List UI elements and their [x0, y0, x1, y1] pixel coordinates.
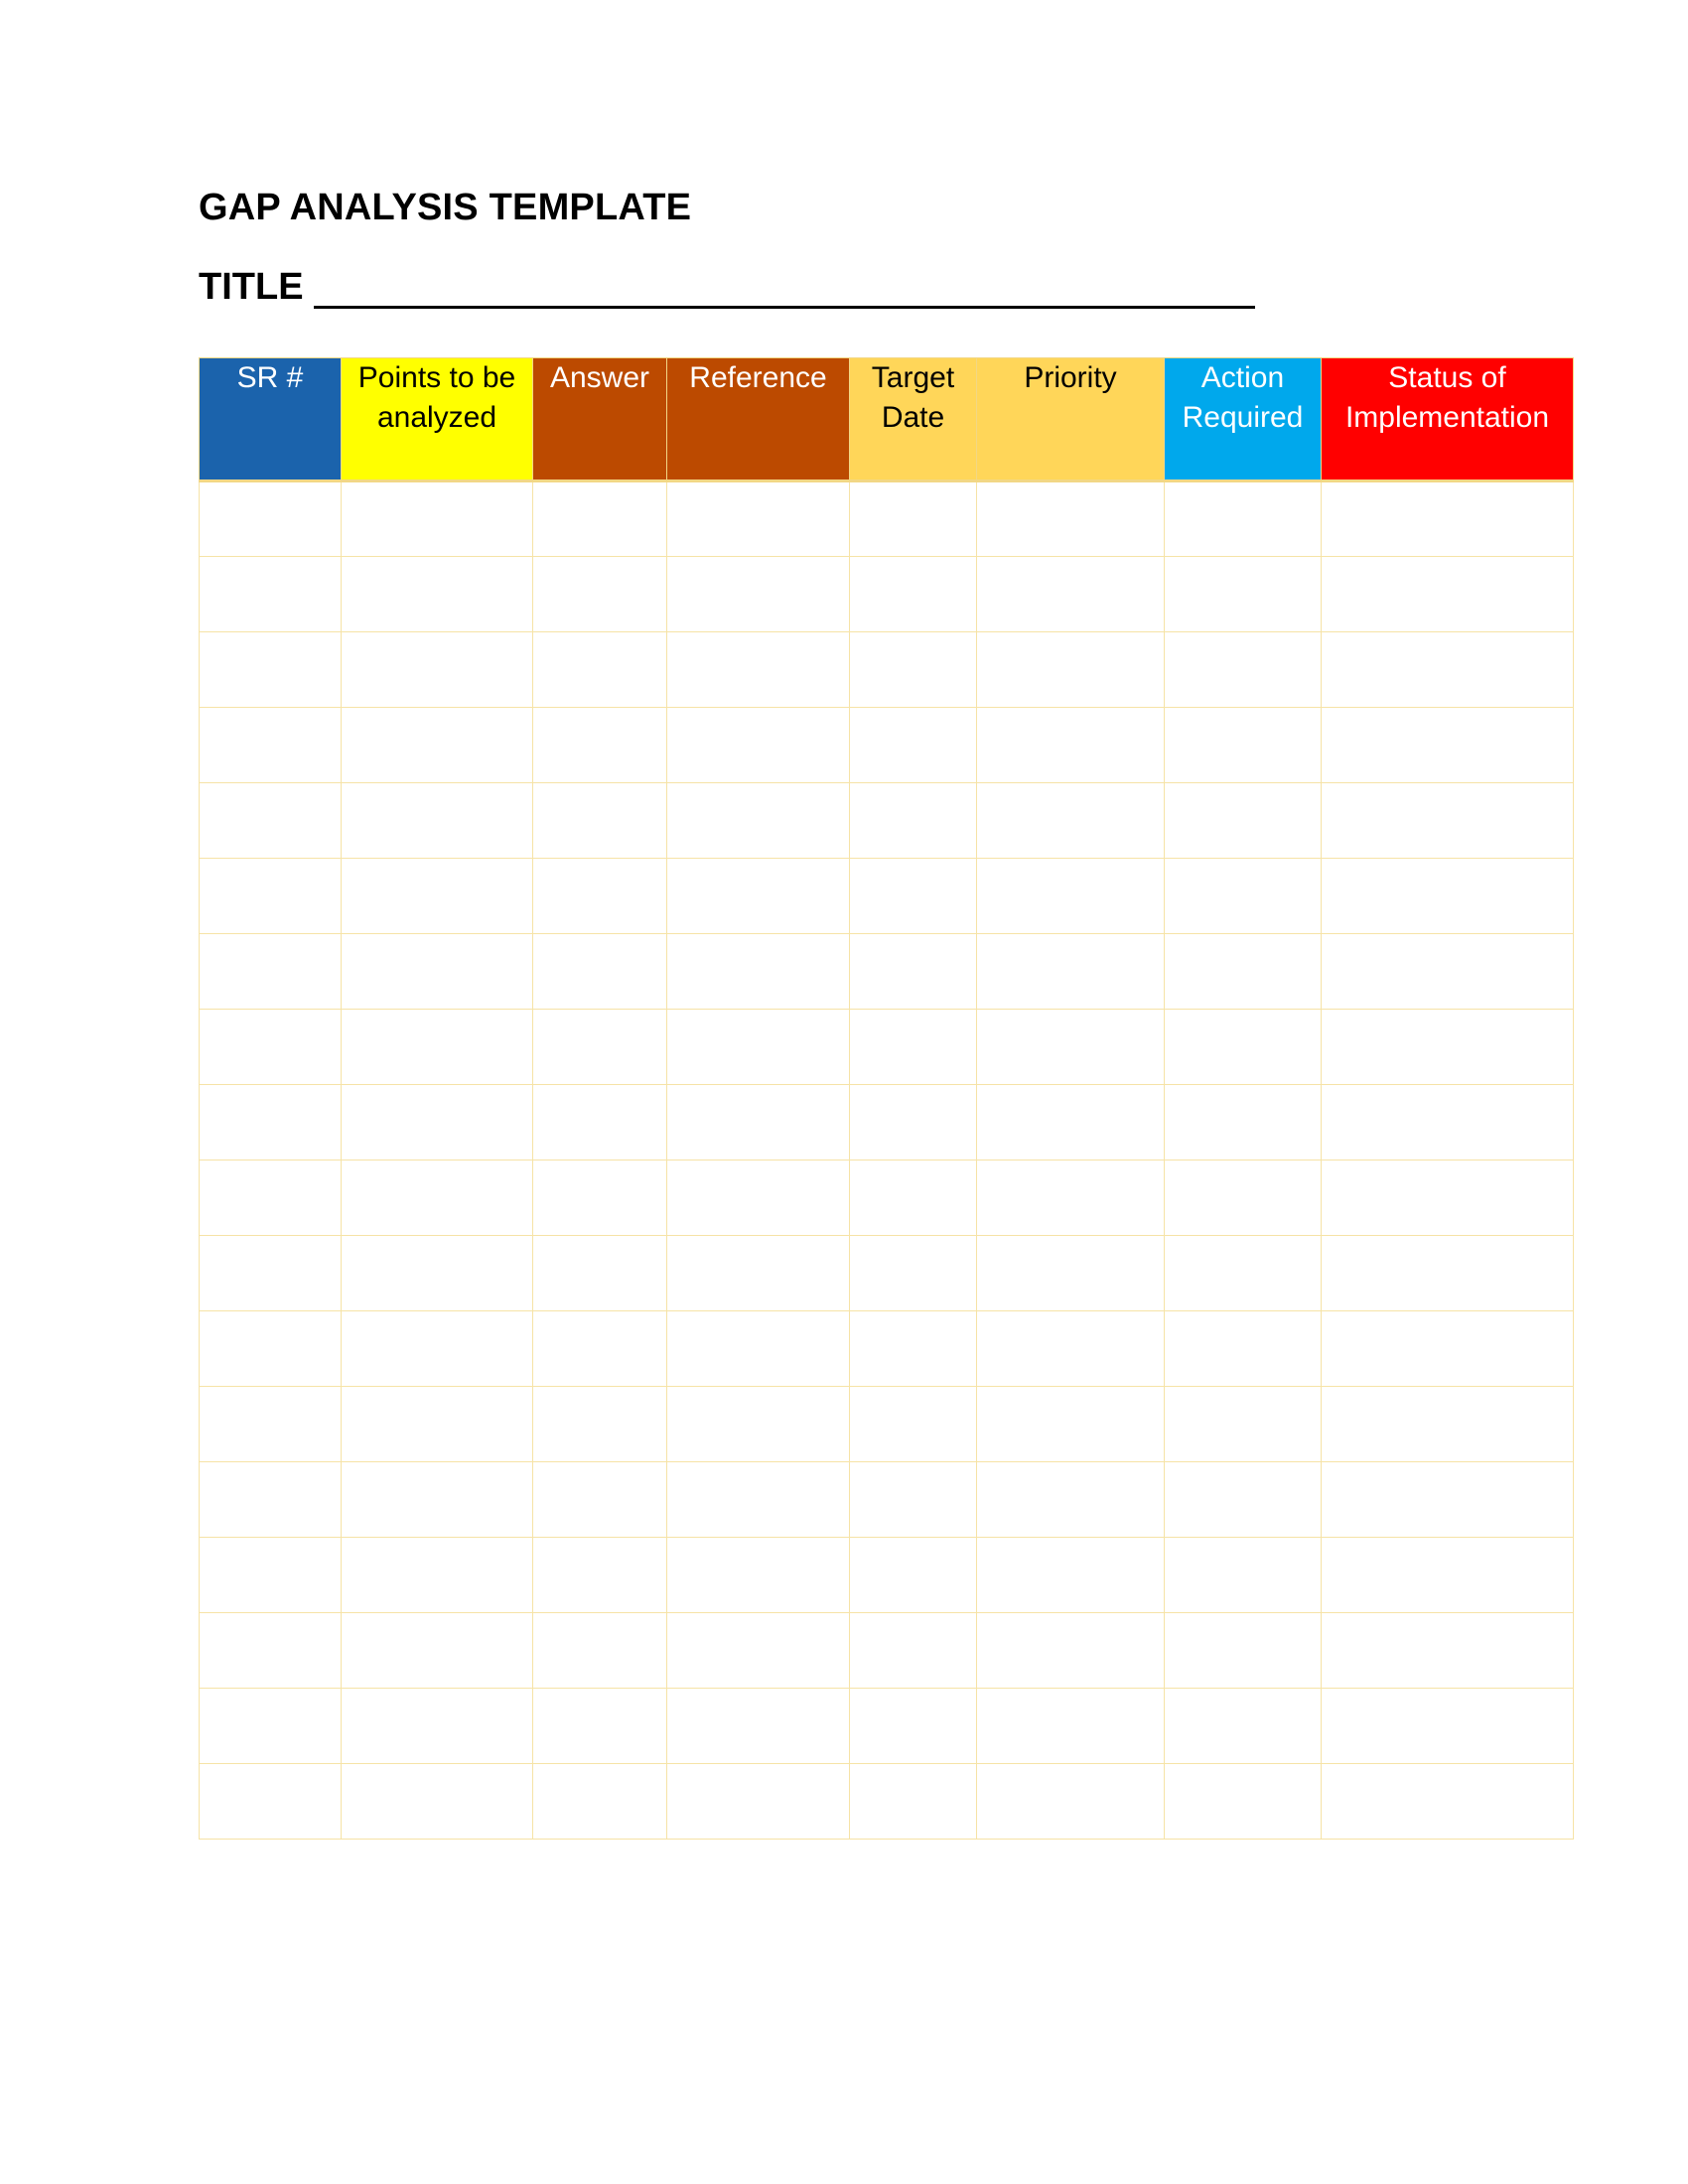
table-cell[interactable] — [850, 859, 977, 934]
table-cell[interactable] — [533, 1689, 667, 1764]
header-points-to-be-analyzed: Points to be analyzed — [342, 358, 533, 481]
table-cell[interactable] — [533, 1010, 667, 1085]
table-cell[interactable] — [1165, 1085, 1322, 1160]
table-cell[interactable] — [667, 481, 850, 557]
table-cell[interactable] — [533, 1085, 667, 1160]
table-cell[interactable] — [850, 934, 977, 1010]
table-cell[interactable] — [977, 1387, 1165, 1462]
table-cell[interactable] — [977, 708, 1165, 783]
table-row — [200, 1764, 1574, 1840]
table-cell[interactable] — [533, 708, 667, 783]
table-cell[interactable] — [850, 708, 977, 783]
table-cell[interactable] — [200, 783, 342, 859]
table-cell[interactable] — [1165, 1160, 1322, 1236]
table-cell[interactable] — [533, 1160, 667, 1236]
table-cell[interactable] — [1322, 632, 1574, 708]
table-cell[interactable] — [850, 481, 977, 557]
table-cell[interactable] — [533, 934, 667, 1010]
table-cell[interactable] — [667, 1538, 850, 1613]
table-row — [200, 1160, 1574, 1236]
table-cell[interactable] — [1322, 1387, 1574, 1462]
table-cell[interactable] — [342, 783, 533, 859]
table-cell[interactable] — [850, 1387, 977, 1462]
title-label: TITLE — [199, 266, 304, 308]
table-cell[interactable] — [667, 859, 850, 934]
table-cell[interactable] — [342, 1236, 533, 1311]
table-cell[interactable] — [200, 859, 342, 934]
table-cell[interactable] — [977, 1160, 1165, 1236]
table-cell[interactable] — [1165, 481, 1322, 557]
table-cell[interactable] — [1322, 1538, 1574, 1613]
table-cell[interactable] — [977, 1085, 1165, 1160]
table-row — [200, 859, 1574, 934]
gap-analysis-table — [199, 357, 1574, 1840]
table-cell[interactable] — [1165, 632, 1322, 708]
table-cell[interactable] — [533, 1311, 667, 1387]
header-target-date: Target Date — [850, 358, 977, 481]
table-cell[interactable] — [1322, 1311, 1574, 1387]
table-cell[interactable] — [1165, 1689, 1322, 1764]
table-cell[interactable] — [1322, 1613, 1574, 1689]
table-cell[interactable] — [200, 934, 342, 1010]
table-cell[interactable] — [1322, 934, 1574, 1010]
table-cell[interactable] — [342, 859, 533, 934]
table-cell[interactable] — [977, 1689, 1165, 1764]
table-cell[interactable] — [1322, 557, 1574, 632]
table-cell[interactable] — [200, 1764, 342, 1840]
table-cell[interactable] — [667, 1462, 850, 1538]
table-cell[interactable] — [850, 1085, 977, 1160]
header-priority: Priority — [977, 358, 1165, 481]
table-row — [200, 708, 1574, 783]
table-cell[interactable] — [977, 1764, 1165, 1840]
table-cell[interactable] — [977, 1613, 1165, 1689]
table-cell[interactable] — [667, 557, 850, 632]
table-cell[interactable] — [850, 1689, 977, 1764]
document-heading: GAP ANALYSIS TEMPLATE — [199, 187, 692, 228]
table-row — [200, 1689, 1574, 1764]
table-cell[interactable] — [200, 708, 342, 783]
table-row — [200, 1387, 1574, 1462]
table-cell[interactable] — [533, 1462, 667, 1538]
table-cell[interactable] — [1165, 1010, 1322, 1085]
table-cell[interactable] — [1322, 1764, 1574, 1840]
table-cell[interactable] — [850, 1236, 977, 1311]
table-row — [200, 1311, 1574, 1387]
table-cell[interactable] — [977, 783, 1165, 859]
table-cell[interactable] — [342, 1689, 533, 1764]
header-status-of-implementation: Status of Implementation — [1322, 358, 1574, 481]
table-cell[interactable] — [533, 1538, 667, 1613]
table-cell[interactable] — [1322, 1160, 1574, 1236]
table-cell[interactable] — [850, 1160, 977, 1236]
table-cell[interactable] — [200, 1085, 342, 1160]
table-cell[interactable] — [667, 1689, 850, 1764]
table-cell[interactable] — [1165, 557, 1322, 632]
table-cell[interactable] — [850, 1613, 977, 1689]
table-cell[interactable] — [1322, 708, 1574, 783]
header-row — [200, 358, 1574, 481]
table-cell[interactable] — [1165, 934, 1322, 1010]
table-cell[interactable] — [1165, 1387, 1322, 1462]
table-cell[interactable] — [342, 1010, 533, 1085]
table-cell[interactable] — [533, 783, 667, 859]
header-action-required: Action Required — [1165, 358, 1322, 481]
table-cell[interactable] — [342, 1764, 533, 1840]
table-cell[interactable] — [977, 1010, 1165, 1085]
table-cell[interactable] — [667, 1236, 850, 1311]
table-cell[interactable] — [200, 557, 342, 632]
table-cell[interactable] — [1165, 1462, 1322, 1538]
table-cell[interactable] — [342, 481, 533, 557]
table-cell[interactable] — [1165, 708, 1322, 783]
table-cell[interactable] — [200, 1462, 342, 1538]
table-row — [200, 1010, 1574, 1085]
table-cell[interactable] — [1322, 783, 1574, 859]
table-cell[interactable] — [667, 1160, 850, 1236]
table-cell[interactable] — [667, 1613, 850, 1689]
table-cell[interactable] — [667, 783, 850, 859]
table-row — [200, 1085, 1574, 1160]
table-cell[interactable] — [342, 557, 533, 632]
table-row — [200, 783, 1574, 859]
table-cell[interactable] — [1322, 1236, 1574, 1311]
table-cell[interactable] — [667, 632, 850, 708]
table-cell[interactable] — [977, 1462, 1165, 1538]
table-cell[interactable] — [1322, 1689, 1574, 1764]
title-blank-underline[interactable] — [314, 272, 1255, 309]
table-cell[interactable] — [533, 557, 667, 632]
table-cell[interactable] — [977, 934, 1165, 1010]
table-cell[interactable] — [200, 1010, 342, 1085]
table-cell[interactable] — [977, 1538, 1165, 1613]
table-cell[interactable] — [1165, 783, 1322, 859]
table-cell[interactable] — [342, 708, 533, 783]
table-cell[interactable] — [977, 632, 1165, 708]
table-cell[interactable] — [533, 1236, 667, 1311]
table-row — [200, 1236, 1574, 1311]
table-cell[interactable] — [342, 1613, 533, 1689]
table-row — [200, 481, 1574, 557]
table-cell[interactable] — [1165, 1236, 1322, 1311]
table-body — [200, 481, 1574, 1840]
table-cell[interactable] — [342, 934, 533, 1010]
table-cell[interactable] — [1322, 1085, 1574, 1160]
table-cell[interactable] — [200, 481, 342, 557]
header-reference: Reference — [667, 358, 850, 481]
table-cell[interactable] — [200, 1689, 342, 1764]
table-cell[interactable] — [533, 859, 667, 934]
table-cell[interactable] — [1322, 481, 1574, 557]
table-cell[interactable] — [342, 1085, 533, 1160]
table-cell[interactable] — [200, 1387, 342, 1462]
table-cell[interactable] — [850, 1311, 977, 1387]
table-cell[interactable] — [200, 632, 342, 708]
table-row — [200, 632, 1574, 708]
table-cell[interactable] — [977, 481, 1165, 557]
table-cell[interactable] — [1322, 1462, 1574, 1538]
table-cell[interactable] — [1165, 1538, 1322, 1613]
table-cell[interactable] — [667, 1311, 850, 1387]
title-field-line — [199, 266, 1255, 309]
table-cell[interactable] — [1165, 1764, 1322, 1840]
table-cell[interactable] — [200, 1311, 342, 1387]
table-cell[interactable] — [1322, 859, 1574, 934]
table-cell[interactable] — [533, 1613, 667, 1689]
table-cell[interactable] — [850, 557, 977, 632]
table-cell[interactable] — [977, 859, 1165, 934]
table-row — [200, 1538, 1574, 1613]
table-cell[interactable] — [1165, 1613, 1322, 1689]
table-row — [200, 557, 1574, 632]
table-cell[interactable] — [533, 481, 667, 557]
table-cell[interactable] — [342, 1160, 533, 1236]
table-cell[interactable] — [1322, 1010, 1574, 1085]
table-cell[interactable] — [667, 708, 850, 783]
table-cell[interactable] — [1165, 859, 1322, 934]
table-cell[interactable] — [667, 1764, 850, 1840]
table-cell[interactable] — [667, 1085, 850, 1160]
table-cell[interactable] — [977, 1236, 1165, 1311]
table-cell[interactable] — [1165, 1311, 1322, 1387]
table-cell[interactable] — [342, 1538, 533, 1613]
table-cell[interactable] — [342, 632, 533, 708]
table-cell[interactable] — [200, 1538, 342, 1613]
table-cell[interactable] — [850, 1462, 977, 1538]
table-cell[interactable] — [667, 1387, 850, 1462]
table-row — [200, 934, 1574, 1010]
table-row — [200, 1613, 1574, 1689]
table-cell[interactable] — [850, 1010, 977, 1085]
table-cell[interactable] — [533, 632, 667, 708]
table-cell[interactable] — [200, 1236, 342, 1311]
table-cell[interactable] — [342, 1462, 533, 1538]
header-answer: Answer — [533, 358, 667, 481]
table-cell[interactable] — [977, 1311, 1165, 1387]
table-cell[interactable] — [977, 557, 1165, 632]
table-cell[interactable] — [533, 1387, 667, 1462]
table-cell[interactable] — [850, 1538, 977, 1613]
table-row — [200, 1462, 1574, 1538]
table-cell[interactable] — [200, 1613, 342, 1689]
table-cell[interactable] — [667, 1010, 850, 1085]
table-cell[interactable] — [850, 1764, 977, 1840]
table-cell[interactable] — [850, 783, 977, 859]
table-cell[interactable] — [342, 1311, 533, 1387]
table-cell[interactable] — [850, 632, 977, 708]
table-cell[interactable] — [200, 1160, 342, 1236]
table-cell[interactable] — [667, 934, 850, 1010]
header-sr-number: SR # — [200, 358, 342, 481]
table-cell[interactable] — [342, 1387, 533, 1462]
table-cell[interactable] — [533, 1764, 667, 1840]
